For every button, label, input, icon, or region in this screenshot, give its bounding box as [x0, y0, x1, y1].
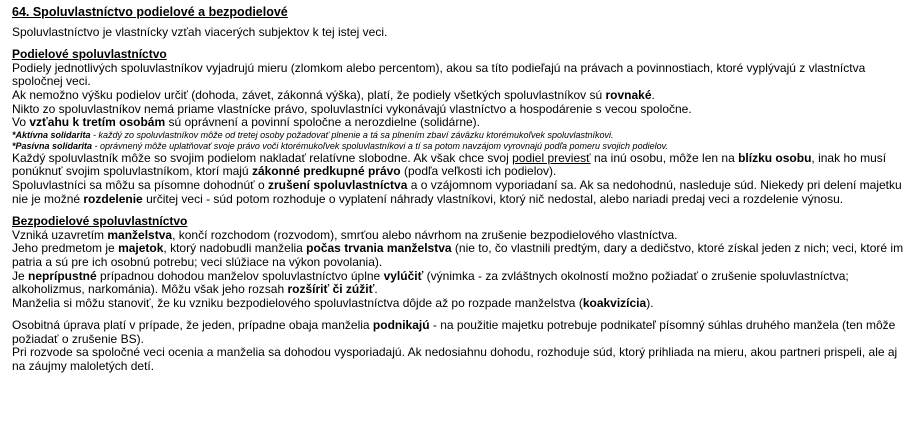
emphasis-manzelstva: manželstva	[107, 227, 173, 242]
pasivna-solidarita-note: *Pasívna solidarita - oprávnený môže uplatňovať svoje právo voči ktorémukoľvek spoluvlastníkovi a tí sa potom navzájom vyrovnajú podľa pomeru svojich podielov.	[12, 140, 668, 151]
bezpodielove-paragraph-2: Jeho predmetom je majetok, ktorý nadobudli manželia počas trvania manželstva (nie to, čo vlastnili predtým, dary a dedičstvo, ktoré získal jeden z nich; veci, ktoré im patria a sú pre ich osobnú potrebu; veci slúžiace na výkon povolania).	[12, 241, 904, 269]
emphasis-nepripustne: neprípustné	[28, 268, 97, 283]
emphasis-majetok: majetok	[118, 241, 164, 256]
podielove-paragraph-6: Spoluvlastníci sa môžu sa písomne dohodnúť o zrušení spoluvlastníctva a o vzájomnom vyporiadaní sa. Ak sa nedohodnú, nasleduje súd. Niekedy pri delení majetku nie je možné rozdelenie určitej veci - súd potom rozhoduje o vyplatení náhrady vlastníkovi, ktorý nič nedostal, alebo nariadi predaj veci a rozdelenie výnosu.	[12, 177, 902, 206]
aktivna-solidarita-note: *Aktívna solidarita - každý zo spoluvlastníkov môže od tretej osoby požadovať plnenie a tá sa plnením zbaví záväzku ktorémukoľvek spoluvlastníkovi.	[12, 129, 614, 140]
bezpodielove-paragraph-4: Manželia si môžu stanoviť, že ku vzniku bezpodielového spoluvlastníctva dôjde až po rozpade manželstva (koakvizícia).	[12, 295, 654, 310]
bezpodielove-paragraph-6: Pri rozvode sa spoločné veci ocenia a manželia sa dohodou vysporiadajú. Ak nedosiahnu dohodu, rozhoduje súd, ktorý prihliada na mieru, akou partneri prispeli, ale aj na záujmy maloletých detí.	[12, 345, 898, 374]
emphasis-zrusenie: zrušení spoluvlastníctva	[267, 177, 408, 192]
emphasis-tretie-osoby: vzťahu k tretím osobám	[29, 115, 166, 130]
podielove-paragraph-2: Ak nemožno výšku podielov určiť (dohoda, závet, zákonná výška), platí, že podiely všetkých spoluvlastníkov sú rovnaké.	[12, 87, 655, 102]
emphasis-podiel-previest: podiel previesť	[512, 150, 591, 165]
podielove-paragraph-5: Každý spoluvlastník môže so svojim podielom nakladať relatívne slobodne. Ak však chce svoj podiel previesť na inú osobu, môže len na blízku osobu, inak ho musí ponúknuť svojim spoluvlastníkom, ktorí majú zákonné predkupné právo (podľa veľkosti ich podielov).	[12, 150, 887, 179]
emphasis-podnikaju: podnikajú	[372, 318, 430, 333]
emphasis-rozsirit-zuzit: rozšíriť či zúžiť	[287, 282, 375, 297]
emphasis-pocas-trvania: počas trvania manželstva	[306, 241, 452, 256]
bezpodielove-paragraph-3: Je neprípustné prípadnou dohodou manželov spoluvlastníctvo úplne vylúčiť (výnimka - za zvláštnych okolností možno požiadať o zrušenie spoluvlastníctva; alkoholizmus, narkománia). Môžu však jeho rozsah rozšíriť či zúžiť.	[12, 268, 849, 297]
heading-bezpodielove: Bezpodielové spoluvlastníctvo	[12, 214, 188, 229]
emphasis-vylucit: vylúčiť	[383, 268, 424, 283]
bezpodielove-paragraph-5: Osobitná úprava platí v prípade, že jeden, prípadne obaja manželia podnikajú - na použitie majetku potrebuje podnikateľ písomný súhlas druhého manžela (ten môže požiadať o zrušenie BS).	[12, 318, 896, 346]
bezpodielove-paragraph-1: Vzniká uzavretím manželstva, končí rozchodom (rozvodom), smrťou alebo návrhom na zrušenie bezpodielového vlastníctva.	[12, 227, 678, 242]
emphasis-rozdelenie: rozdelenie	[83, 191, 143, 206]
emphasis-predkupne-pravo: zákonné predkupné právo	[251, 164, 401, 179]
page-title: 64. Spoluvlastníctvo podielové a bezpodielové	[12, 5, 288, 19]
podielove-paragraph-3: Nikto zo spoluvlastníkov nemá priame vlastnícke právo, spoluvlastníci vykonávajú vlastníctvo a hospodárenie s vecou spoločne.	[12, 101, 692, 116]
emphasis-rovnake: rovnaké	[605, 87, 652, 102]
emphasis-blizku-osobu: blízku osobu	[738, 150, 812, 165]
podielove-paragraph-4: Vo vzťahu k tretím osobám sú oprávnení a povinní spoločne a nerozdielne (solidárne).	[12, 115, 481, 130]
intro-paragraph: Spoluvlastníctvo je vlastnícky vzťah viacerých subjektov k tej istej veci.	[12, 24, 388, 39]
emphasis-koakvizicia: koakvizícia	[582, 295, 647, 310]
podielove-paragraph-1: Podiely jednotlivých spoluvlastníkov vyjadrujú mieru (zlomkom alebo percentom), akou sa títo podieľajú na právach a povinnostiach, ktoré vyplývajú z vlastníctva spoločnej veci.	[12, 60, 866, 89]
heading-podielove: Podielové spoluvlastníctvo	[12, 47, 167, 62]
